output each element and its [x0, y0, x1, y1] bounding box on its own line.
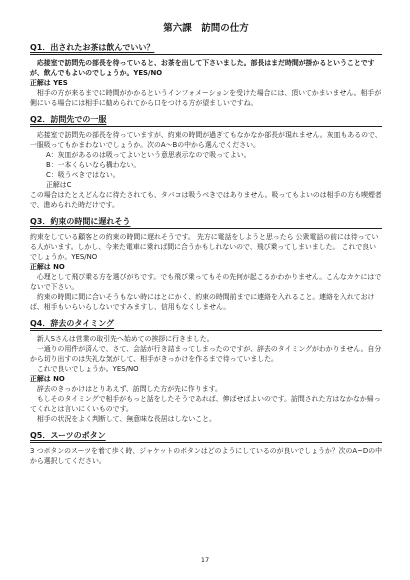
q5-heading: Q5．スーツのボタン — [30, 430, 382, 443]
q4-explanation-3: 相手の状況をよく判断して、無意味な長居はしないこと。 — [30, 415, 216, 423]
q4-explanation-1: 辞去のきっかけはとりあえず、訪問した方が先に作ります。 — [30, 385, 222, 393]
q2-answer: 正解はC — [46, 181, 72, 189]
q4-question-3: これで良いでしょうか。YES/NO — [30, 365, 139, 373]
lesson-title: 第六課 訪問の仕方 — [163, 23, 249, 34]
q3-question: 約束をしている顧客との約束の時間に遅れそうです。 先方に電話をしようと思ったら 公衆電話の前には待っている人がいます。しかし、今来た電車に乗れば間に合うかもしれないので、飛び乗ってしまいました。 これで良いでしょうか。YES/NO — [30, 233, 379, 261]
page-number: 17 — [200, 556, 210, 564]
q2-question: 応接室で訪問先の部長を待っていますが、約束の時間が過ぎてもなかなか部長が現れません。灰皿もあるので、一服吸ってもかまわないでしょうか。次のA～Bの中から選んでください。 — [30, 131, 382, 149]
q1-answer: 正解は YES — [30, 79, 68, 87]
q2-option-c: C：吸うべきではない。 — [46, 171, 120, 179]
q3-answer: 正解は NO — [30, 263, 65, 271]
q1-heading: Q1．出されたお茶は飲んでいい？ — [30, 42, 382, 55]
q2-option-b: B：一本くらいなら構わない。 — [46, 161, 141, 169]
q3-explanation-1: 心理として飛び乗る方を選びがちです。でも飛び乗ってもその先何が起こるかわかりません。こんなカケにはでないで下さい。 — [30, 273, 382, 291]
q1-explanation: 相手の方が来るまでに時間がかかるというインフォメーションを受けた場合には、頂いてかまいません。相手が側にいる場合には相手に勧められてから口をつける方が望ましいですね。 — [30, 89, 382, 107]
q4-explanation-2: もしそのタイミングで相手がもっと話をしたそうであれば、伸ばせばよいのです。訪問された方はなかなか帰ってくれとは言いにくいものです。 — [30, 395, 381, 413]
q2-heading: Q2．訪問先での一服 — [30, 114, 382, 127]
q4-question-1: 新人Sさんは営業の取引先へ始めての挨拶に行きました。 — [30, 335, 214, 343]
q2-explanation: この場合はたとえどんなに待たされても、タバコは吸うべきではありません。吸ってもよいのは相手の方も喫煙者で、進められた時だけです。 — [30, 191, 382, 209]
q4-question-2: 一通りの用件が済んで、さて、会話が行き詰まってしまったのですが、辞去のタイミングがわかりません。自分から切り出すのは失礼な気がして、相手がきっかけを作るまで待っていました。 — [30, 345, 382, 363]
q1-question: 応接室で訪問先の部長を待っていると、お茶を出して下さいました。部長はまだ時間が掛かるということですが、飲んでもよいのでしょうか。YES/NO — [30, 59, 375, 77]
q5-question: 3 つボタンのスーツを着て歩く時、ジャケットのボタンはどのようにしているのが良いでしょうか？次のA~Dの中から選択してください。 — [30, 447, 383, 465]
q3-explanation-2: 約束の時間に間に合いそうもない時にはとにかく、約束の時間前までに連絡を入れること。連絡を入れておけば、相手もいらいらしないですみますし、信用もなくしません。 — [30, 293, 375, 311]
q3-heading: Q3．約束の時間に遅れそう — [30, 216, 382, 229]
q4-answer: 正解は NO — [30, 375, 65, 383]
q4-heading: Q4．辞去のタイミング — [30, 318, 382, 331]
q2-option-a: A：灰皿があるのは吸ってよいという意思表示なので吸ってよい。 — [46, 151, 251, 159]
document-page — [30, 20, 382, 466]
